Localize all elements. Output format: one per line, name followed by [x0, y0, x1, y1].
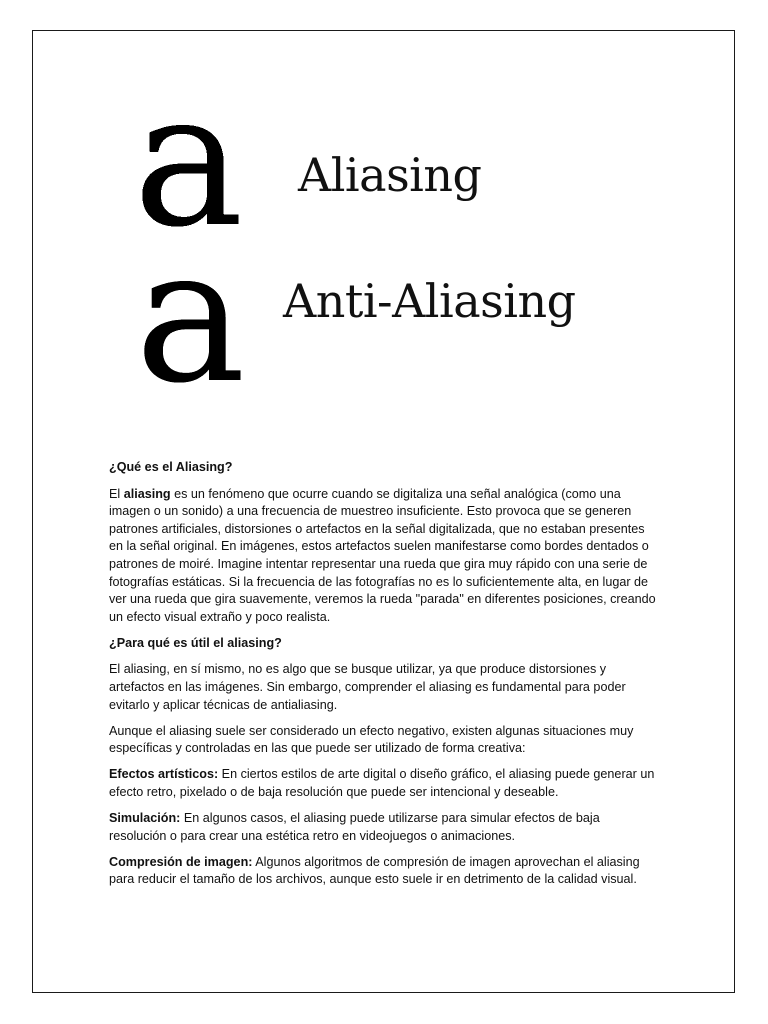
pixel-glyphs — [133, 86, 293, 386]
anti-aliasing-label: Anti-Aliasing — [283, 274, 576, 328]
paragraph-definition: El aliasing es un fenómeno que ocurre cuando se digitaliza una señal analógica (como una imagen o un sonido) a una frecuencia de muestreo insuficiente. Esto provoca que se generen patrones artificiales, distorsiones o artefactos en la señal digitalizada, que no estaban presentes en la señal original. En imágenes, estos artefactos suelen manifestarse como bordes dentados o patrones de moiré. Imagine intentar representar una rueda que gira muy rápido con una serie de fotografías estáticas. Si la frecuencia de las fotografías no es lo suficientemente alta, en lugar de ver una rueda que gira suavemente, veremos la rueda "parada" en diferentes posiciones, creando un efecto visual extraño y poco realista. — [109, 486, 656, 624]
aliasing-label: Aliasing — [298, 148, 482, 202]
paragraph-creative-uses: Aunque el aliasing suele ser considerado un efecto negativo, existen algunas situaciones muy específicas y controladas en las que puede ser utilizado de forma creativa: — [109, 723, 634, 756]
list-item-artistic-effects: Efectos artísticos: En ciertos estilos de arte digital o diseño gráfico, el aliasing puede generar un efecto retro, pixelado o de baja resolución que puede ser intencional y deseable. — [109, 767, 655, 799]
section-heading-what-is: ¿Qué es el Aliasing? — [109, 460, 233, 474]
aliasing-illustration — [133, 86, 693, 386]
document-body — [109, 459, 657, 897]
section-heading-usefulness: ¿Para qué es útil el aliasing? — [109, 635, 282, 650]
bold-term-aliasing: aliasing — [123, 486, 171, 501]
list-item-simulation: Simulación: En algunos casos, el aliasing puede utilizarse para simular efectos de baja resolución o para crear una estética retro en videojuegos o animaciones. — [109, 811, 600, 843]
list-item-image-compression: Compresión de imagen: Algunos algoritmos de compresión de imagen aprovechan el aliasing para reducir el tamaño de los archivos, aunque esto suele ir en detrimento de la calidad visual. — [109, 854, 640, 887]
aliased-a-glyph: a — [133, 86, 244, 268]
document-page — [32, 30, 735, 993]
antialiased-a-glyph: a — [135, 207, 246, 386]
paragraph-usefulness: El aliasing, en sí mismo, no es algo que se busque utilizar, ya que produce distorsiones y artefactos en las imágenes. Sin embargo, comprender el aliasing es fundamental para poder evitarlo y aplicar técnicas de antialiasing. — [109, 662, 626, 712]
